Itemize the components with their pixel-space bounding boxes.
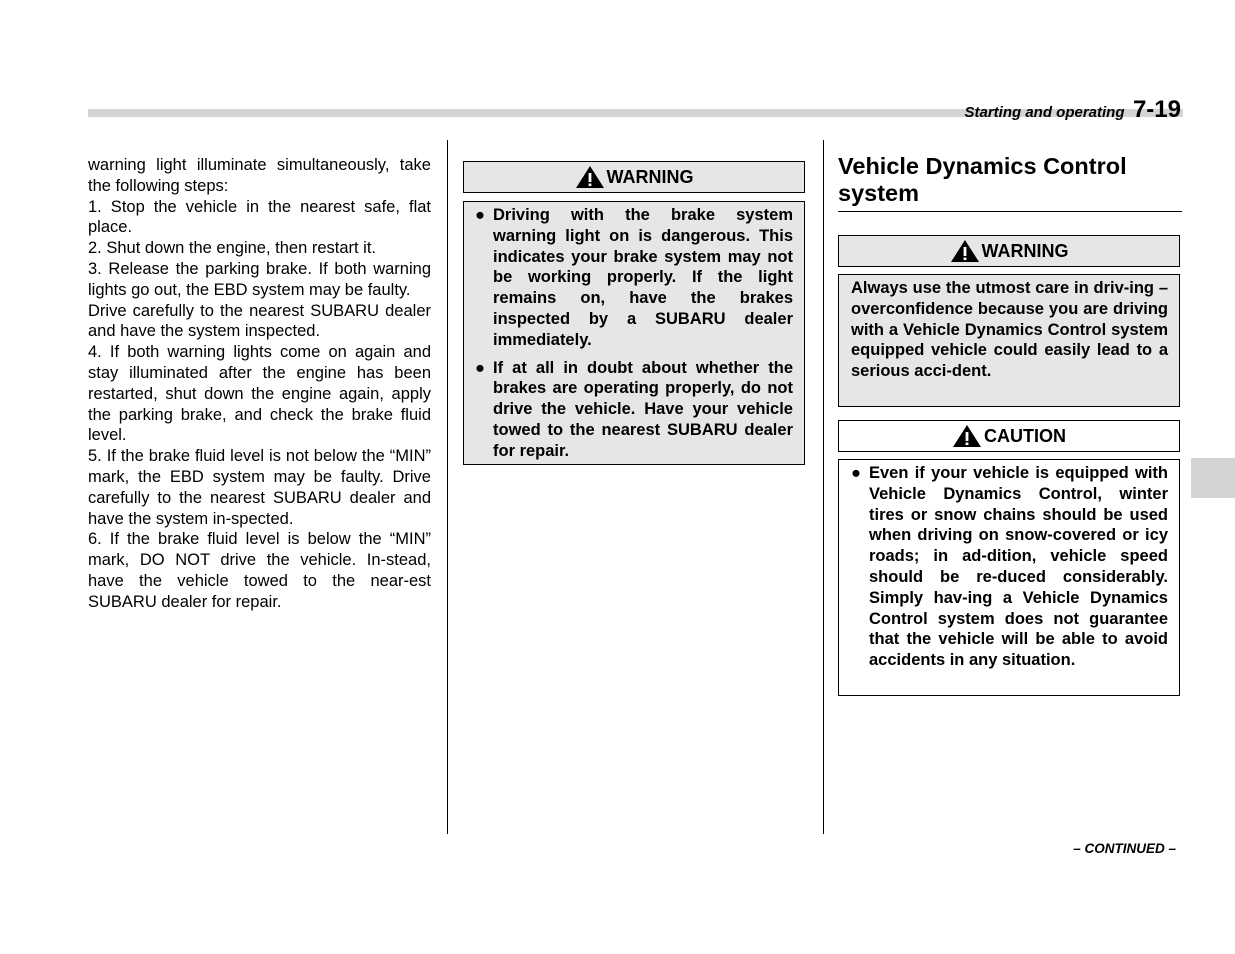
paragraph: warning light illuminate simultaneously, take the following steps: [88,156,431,195]
paragraph: Drive carefully to the nearest SUBARU dealer and have the system inspected. [88,301,431,341]
caution-item-text: Even if your vehicle is equipped with Vehicle Dynamics Control, winter tires or snow chains should be used when driving on snow-covered or icy roads; in ad-dition, vehicle speed should be re-duced considerably. Simply hav-ing a Vehicle Dynamics Control system does not guarantee that the vehicle will be able to avoid accidents in any situation. [869,464,1168,670]
paragraph: 2. Shut down the engine, then restart it. [88,239,377,258]
warning-title-box [463,161,805,193]
warning-text: Always use the utmost care in driv-ing – overconfidence because you are driving with a Vehicle Dynamics Control system equipped vehicle could easily lead to a serious acci-dent. [851,279,1168,381]
warning-title-box [838,235,1180,267]
column-divider [447,140,448,834]
column-divider [823,140,824,834]
warning-triangle-icon [950,239,980,263]
warning-item-text: Driving with the brake system warning light on is dangerous. This indicates your brake system may not be working properly. If the light remains on, have the brakes inspected by a SUBARU dealer immediately. [493,206,793,349]
warning-body-box [838,274,1180,407]
caution-body-box [838,459,1180,696]
section-title: Vehicle Dynamics Control system [838,153,1182,212]
section-name: Starting and operating [964,104,1125,121]
list-item [851,463,1168,671]
continued-label: – CONTINUED – [1073,841,1176,856]
warning-item-text: If at all in doubt about whether the brakes are operating properly, do not drive the vehicle. Have your vehicle towed to the nearest SUBARU dealer for repair. [493,358,793,460]
paragraph: 4. If both warning lights come on again and stay illuminated after the engine has been restarted, shut down the engine again, apply the parking brake, and check the brake fluid level. [88,343,431,445]
page-number: 7-19 [1132,96,1181,123]
list-item [475,358,793,462]
warning-body-box [463,201,805,465]
bullet-icon: ● [475,206,485,224]
caution-title-box [838,420,1180,452]
warning-triangle-icon [952,424,982,448]
paragraph: 3. Release the parking brake. If both warning lights go out, the EBD system may be faulty. [88,259,431,299]
caution-label: CAUTION [984,425,1066,446]
bullet-icon: ● [851,464,861,482]
paragraph: 6. If the brake fluid level is below the “MIN” mark, DO NOT drive the vehicle. In-stead, have the vehicle towed to the near-est SUBARU dealer for repair. [88,530,431,611]
page-header [964,96,1181,124]
side-tab [1191,458,1235,498]
warning-label: WARNING [981,240,1069,261]
paragraph: 5. If the brake fluid level is not below the “MIN” mark, the EBD system may be faulty. Drive carefully to the nearest SUBARU dealer and have the system in-spected. [88,447,431,528]
warning-label: WARNING [606,166,694,187]
column-1 [88,155,431,613]
bullet-icon: ● [475,358,485,377]
list-item [475,205,793,351]
warning-triangle-icon [575,165,605,189]
paragraph: 1. Stop the vehicle in the nearest safe, flat place. [88,197,431,237]
